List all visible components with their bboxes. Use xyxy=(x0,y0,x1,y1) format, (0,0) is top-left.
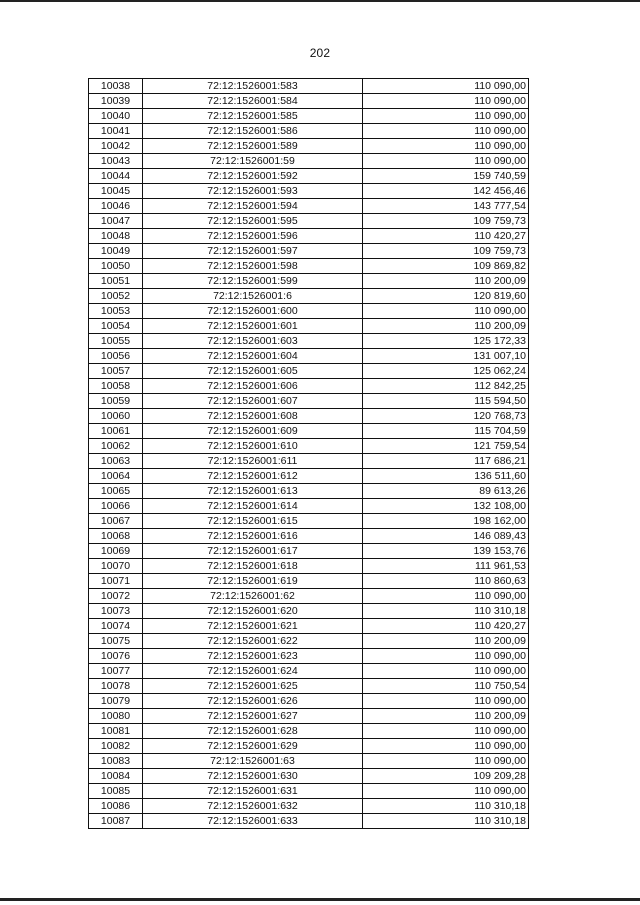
table-row xyxy=(89,439,529,454)
table-row xyxy=(89,754,529,769)
cadastral-number-cell: 72:12:1526001:597 xyxy=(143,244,363,259)
table-row xyxy=(89,229,529,244)
cadastral-number-cell: 72:12:1526001:633 xyxy=(143,814,363,829)
cadastral-number-cell: 72:12:1526001:585 xyxy=(143,109,363,124)
table-row xyxy=(89,514,529,529)
cadastral-value-cell: 115 704,59 xyxy=(363,424,529,439)
table-row xyxy=(89,139,529,154)
cadastral-value-cell: 110 420,27 xyxy=(363,229,529,244)
table-row xyxy=(89,529,529,544)
table-row xyxy=(89,109,529,124)
cadastral-number-cell: 72:12:1526001:586 xyxy=(143,124,363,139)
row-number-cell: 10057 xyxy=(89,364,143,379)
row-number-cell: 10062 xyxy=(89,439,143,454)
cadastral-value-cell: 159 740,59 xyxy=(363,169,529,184)
table-row xyxy=(89,409,529,424)
cadastral-number-cell: 72:12:1526001:626 xyxy=(143,694,363,709)
table-row xyxy=(89,784,529,799)
cadastral-value-cell: 110 090,00 xyxy=(363,589,529,604)
cadastral-number-cell: 72:12:1526001:623 xyxy=(143,649,363,664)
cadastral-number-cell: 72:12:1526001:627 xyxy=(143,709,363,724)
cadastral-number-cell: 72:12:1526001:606 xyxy=(143,379,363,394)
cadastral-value-cell: 110 090,00 xyxy=(363,754,529,769)
cadastral-value-cell: 89 613,26 xyxy=(363,484,529,499)
table-row xyxy=(89,334,529,349)
table-row xyxy=(89,739,529,754)
row-number-cell: 10067 xyxy=(89,514,143,529)
cadastral-value-cell: 110 420,27 xyxy=(363,619,529,634)
row-number-cell: 10050 xyxy=(89,259,143,274)
table-row xyxy=(89,694,529,709)
cadastral-value-cell: 110 090,00 xyxy=(363,139,529,154)
row-number-cell: 10047 xyxy=(89,214,143,229)
table-row xyxy=(89,664,529,679)
cadastral-number-cell: 72:12:1526001:632 xyxy=(143,799,363,814)
cadastral-value-cell: 110 090,00 xyxy=(363,109,529,124)
cadastral-number-cell: 72:12:1526001:593 xyxy=(143,184,363,199)
cadastral-number-cell: 72:12:1526001:596 xyxy=(143,229,363,244)
row-number-cell: 10063 xyxy=(89,454,143,469)
row-number-cell: 10075 xyxy=(89,634,143,649)
cadastral-value-cell: 110 310,18 xyxy=(363,814,529,829)
table-row xyxy=(89,394,529,409)
cadastral-number-cell: 72:12:1526001:619 xyxy=(143,574,363,589)
table-row xyxy=(89,364,529,379)
cadastral-number-cell: 72:12:1526001:600 xyxy=(143,304,363,319)
cadastral-number-cell: 72:12:1526001:601 xyxy=(143,319,363,334)
table-row xyxy=(89,619,529,634)
row-number-cell: 10085 xyxy=(89,784,143,799)
row-number-cell: 10065 xyxy=(89,484,143,499)
cadastral-number-cell: 72:12:1526001:59 xyxy=(143,154,363,169)
cadastral-number-cell: 72:12:1526001:598 xyxy=(143,259,363,274)
cadastral-number-cell: 72:12:1526001:609 xyxy=(143,424,363,439)
table-row xyxy=(89,94,529,109)
cadastral-number-cell: 72:12:1526001:594 xyxy=(143,199,363,214)
row-number-cell: 10068 xyxy=(89,529,143,544)
cadastral-value-cell: 109 869,82 xyxy=(363,259,529,274)
cadastral-value-cell: 131 007,10 xyxy=(363,349,529,364)
row-number-cell: 10070 xyxy=(89,559,143,574)
cadastral-value-cell: 110 860,63 xyxy=(363,574,529,589)
cadastral-value-cell: 117 686,21 xyxy=(363,454,529,469)
row-number-cell: 10084 xyxy=(89,769,143,784)
row-number-cell: 10078 xyxy=(89,679,143,694)
row-number-cell: 10061 xyxy=(89,424,143,439)
cadastral-value-cell: 110 090,00 xyxy=(363,79,529,94)
cadastral-number-cell: 72:12:1526001:622 xyxy=(143,634,363,649)
table-row xyxy=(89,184,529,199)
cadastral-value-cell: 110 090,00 xyxy=(363,664,529,679)
table-row xyxy=(89,559,529,574)
top-page-rule xyxy=(0,0,640,2)
row-number-cell: 10040 xyxy=(89,109,143,124)
table-row xyxy=(89,649,529,664)
page-number: 202 xyxy=(309,46,331,60)
row-number-cell: 10039 xyxy=(89,94,143,109)
cadastral-value-cell: 115 594,50 xyxy=(363,394,529,409)
table-row xyxy=(89,424,529,439)
cadastral-value-cell: 109 759,73 xyxy=(363,244,529,259)
cadastral-number-cell: 72:12:1526001:6 xyxy=(143,289,363,304)
row-number-cell: 10052 xyxy=(89,289,143,304)
cadastral-number-cell: 72:12:1526001:629 xyxy=(143,739,363,754)
cadastral-value-cell: 111 961,53 xyxy=(363,559,529,574)
cadastral-number-cell: 72:12:1526001:592 xyxy=(143,169,363,184)
row-number-cell: 10079 xyxy=(89,694,143,709)
cadastral-number-cell: 72:12:1526001:63 xyxy=(143,754,363,769)
table-row xyxy=(89,604,529,619)
table-row xyxy=(89,379,529,394)
cadastral-number-cell: 72:12:1526001:599 xyxy=(143,274,363,289)
cadastral-value-cell: 110 090,00 xyxy=(363,304,529,319)
row-number-cell: 10086 xyxy=(89,799,143,814)
cadastral-number-cell: 72:12:1526001:604 xyxy=(143,349,363,364)
cadastral-value-cell: 110 090,00 xyxy=(363,694,529,709)
cadastral-number-cell: 72:12:1526001:615 xyxy=(143,514,363,529)
row-number-cell: 10044 xyxy=(89,169,143,184)
cadastral-number-cell: 72:12:1526001:618 xyxy=(143,559,363,574)
row-number-cell: 10048 xyxy=(89,229,143,244)
table-row xyxy=(89,274,529,289)
cadastral-number-cell: 72:12:1526001:603 xyxy=(143,334,363,349)
cadastral-number-cell: 72:12:1526001:617 xyxy=(143,544,363,559)
cadastral-value-table xyxy=(88,78,529,829)
cadastral-value-cell: 110 090,00 xyxy=(363,94,529,109)
row-number-cell: 10080 xyxy=(89,709,143,724)
row-number-cell: 10045 xyxy=(89,184,143,199)
table-body xyxy=(89,79,529,829)
table-row xyxy=(89,244,529,259)
cadastral-value-cell: 110 090,00 xyxy=(363,649,529,664)
table-row xyxy=(89,679,529,694)
cadastral-number-cell: 72:12:1526001:62 xyxy=(143,589,363,604)
row-number-cell: 10053 xyxy=(89,304,143,319)
row-number-cell: 10074 xyxy=(89,619,143,634)
row-number-cell: 10077 xyxy=(89,664,143,679)
row-number-cell: 10069 xyxy=(89,544,143,559)
table-row xyxy=(89,574,529,589)
cadastral-value-cell: 120 768,73 xyxy=(363,409,529,424)
row-number-cell: 10043 xyxy=(89,154,143,169)
row-number-cell: 10038 xyxy=(89,79,143,94)
cadastral-number-cell: 72:12:1526001:605 xyxy=(143,364,363,379)
row-number-cell: 10058 xyxy=(89,379,143,394)
table-row xyxy=(89,484,529,499)
cadastral-number-cell: 72:12:1526001:621 xyxy=(143,619,363,634)
table-row xyxy=(89,319,529,334)
table-row xyxy=(89,499,529,514)
cadastral-value-cell: 109 209,28 xyxy=(363,769,529,784)
row-number-cell: 10046 xyxy=(89,199,143,214)
row-number-cell: 10066 xyxy=(89,499,143,514)
cadastral-number-cell: 72:12:1526001:611 xyxy=(143,454,363,469)
cadastral-value-cell: 109 759,73 xyxy=(363,214,529,229)
cadastral-value-cell: 139 153,76 xyxy=(363,544,529,559)
row-number-cell: 10083 xyxy=(89,754,143,769)
cadastral-value-cell: 142 456,46 xyxy=(363,184,529,199)
cadastral-value-cell: 120 819,60 xyxy=(363,289,529,304)
table-row xyxy=(89,79,529,94)
cadastral-value-cell: 110 200,09 xyxy=(363,709,529,724)
table-row xyxy=(89,469,529,484)
cadastral-number-cell: 72:12:1526001:584 xyxy=(143,94,363,109)
cadastral-value-cell: 125 062,24 xyxy=(363,364,529,379)
table-row xyxy=(89,724,529,739)
cadastral-number-cell: 72:12:1526001:616 xyxy=(143,529,363,544)
cadastral-value-cell: 136 511,60 xyxy=(363,469,529,484)
table-row xyxy=(89,154,529,169)
table-row xyxy=(89,709,529,724)
row-number-cell: 10059 xyxy=(89,394,143,409)
row-number-cell: 10056 xyxy=(89,349,143,364)
row-number-cell: 10051 xyxy=(89,274,143,289)
cadastral-number-cell: 72:12:1526001:607 xyxy=(143,394,363,409)
table-row xyxy=(89,799,529,814)
row-number-cell: 10060 xyxy=(89,409,143,424)
cadastral-value-cell: 125 172,33 xyxy=(363,334,529,349)
cadastral-value-cell: 110 310,18 xyxy=(363,799,529,814)
cadastral-number-cell: 72:12:1526001:610 xyxy=(143,439,363,454)
row-number-cell: 10073 xyxy=(89,604,143,619)
cadastral-value-cell: 110 200,09 xyxy=(363,634,529,649)
cadastral-number-cell: 72:12:1526001:612 xyxy=(143,469,363,484)
cadastral-value-cell: 110 200,09 xyxy=(363,319,529,334)
cadastral-number-cell: 72:12:1526001:589 xyxy=(143,139,363,154)
cadastral-number-cell: 72:12:1526001:625 xyxy=(143,679,363,694)
cadastral-number-cell: 72:12:1526001:628 xyxy=(143,724,363,739)
bottom-page-rule xyxy=(0,898,640,901)
cadastral-number-cell: 72:12:1526001:613 xyxy=(143,484,363,499)
cadastral-value-cell: 112 842,25 xyxy=(363,379,529,394)
cadastral-value-cell: 132 108,00 xyxy=(363,499,529,514)
cadastral-value-cell: 110 090,00 xyxy=(363,784,529,799)
table-row xyxy=(89,769,529,784)
cadastral-value-cell: 143 777,54 xyxy=(363,199,529,214)
table-row xyxy=(89,169,529,184)
table-row xyxy=(89,304,529,319)
table-row xyxy=(89,634,529,649)
cadastral-value-cell: 110 090,00 xyxy=(363,739,529,754)
row-number-cell: 10087 xyxy=(89,814,143,829)
row-number-cell: 10072 xyxy=(89,589,143,604)
row-number-cell: 10049 xyxy=(89,244,143,259)
row-number-cell: 10055 xyxy=(89,334,143,349)
cadastral-value-cell: 146 089,43 xyxy=(363,529,529,544)
cadastral-number-cell: 72:12:1526001:614 xyxy=(143,499,363,514)
cadastral-value-cell: 110 090,00 xyxy=(363,124,529,139)
table-row xyxy=(89,544,529,559)
table-row xyxy=(89,124,529,139)
row-number-cell: 10041 xyxy=(89,124,143,139)
table-row xyxy=(89,289,529,304)
row-number-cell: 10071 xyxy=(89,574,143,589)
table-row xyxy=(89,454,529,469)
cadastral-value-cell: 121 759,54 xyxy=(363,439,529,454)
row-number-cell: 10081 xyxy=(89,724,143,739)
cadastral-number-cell: 72:12:1526001:608 xyxy=(143,409,363,424)
table-row xyxy=(89,214,529,229)
cadastral-number-cell: 72:12:1526001:630 xyxy=(143,769,363,784)
cadastral-value-cell: 198 162,00 xyxy=(363,514,529,529)
cadastral-value-cell: 110 310,18 xyxy=(363,604,529,619)
table-row xyxy=(89,199,529,214)
table-row xyxy=(89,349,529,364)
cadastral-value-cell: 110 200,09 xyxy=(363,274,529,289)
cadastral-number-cell: 72:12:1526001:631 xyxy=(143,784,363,799)
cadastral-value-cell: 110 750,54 xyxy=(363,679,529,694)
cadastral-value-cell: 110 090,00 xyxy=(363,154,529,169)
row-number-cell: 10082 xyxy=(89,739,143,754)
cadastral-number-cell: 72:12:1526001:595 xyxy=(143,214,363,229)
cadastral-number-cell: 72:12:1526001:620 xyxy=(143,604,363,619)
row-number-cell: 10054 xyxy=(89,319,143,334)
cadastral-number-cell: 72:12:1526001:624 xyxy=(143,664,363,679)
table-row xyxy=(89,589,529,604)
row-number-cell: 10076 xyxy=(89,649,143,664)
row-number-cell: 10064 xyxy=(89,469,143,484)
cadastral-value-cell: 110 090,00 xyxy=(363,724,529,739)
row-number-cell: 10042 xyxy=(89,139,143,154)
cadastral-number-cell: 72:12:1526001:583 xyxy=(143,79,363,94)
table-row xyxy=(89,814,529,829)
table-row xyxy=(89,259,529,274)
